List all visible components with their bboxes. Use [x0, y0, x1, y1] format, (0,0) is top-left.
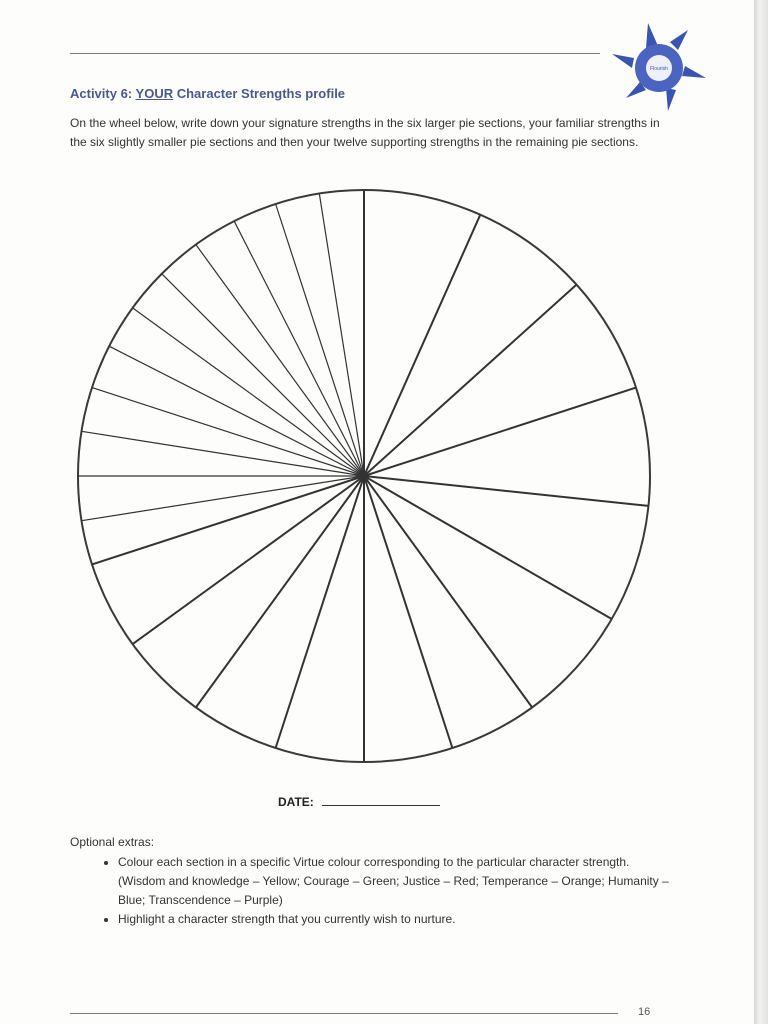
activity-heading [70, 86, 345, 101]
wheel-spoke [319, 194, 364, 477]
wheel-spoke [162, 274, 364, 476]
wheel-spoke [234, 221, 364, 476]
wheel-spoke [109, 346, 364, 476]
flourish-logo [608, 18, 708, 113]
date-field [278, 794, 440, 809]
logo-text: Flourish [650, 66, 668, 72]
wheel-spoke [92, 388, 364, 476]
date-blank-line[interactable] [322, 794, 440, 806]
logo-petal [670, 30, 688, 50]
wheel-spoke [82, 476, 365, 521]
instructions-text: On the wheel below, write down your signature strengths in the six larger pie sections, your familiar strengths in the six slightly smaller pie sections and then your twelve supporting strengths in the remaining pie sections. [70, 116, 660, 149]
wheel-spoke [364, 476, 452, 748]
page-edge [754, 0, 768, 1024]
wheel-spoke [276, 476, 364, 748]
activity-your: YOUR [135, 86, 174, 101]
wheel-spoke [364, 285, 577, 476]
wheel-spoke [82, 431, 365, 476]
wheel-spoke [92, 476, 364, 564]
footer-rule [70, 1013, 618, 1014]
page-number: 16 [638, 1006, 651, 1018]
logo-petal [682, 66, 706, 78]
date-label: DATE: [278, 795, 314, 809]
wheel-spoke [133, 308, 364, 476]
extras-title: Optional extras: [70, 835, 155, 849]
activity-title: Character Strengths profile [176, 86, 346, 101]
header-rule [70, 53, 600, 54]
wheel-spoke [364, 215, 480, 476]
activity-label: Activity 6: [70, 86, 133, 101]
extras-list [92, 853, 678, 929]
strengths-wheel [74, 186, 654, 766]
wheel-spoke [364, 476, 532, 707]
wheel-spoke [196, 476, 364, 707]
wheel-spoke [276, 204, 364, 476]
extras-item: • Colour each section in a specific Virtue colour corresponding to the particular character strength. (Wisdom and knowledge – Yellow; Courage – Green; Justice – Red; Temperance – Orange; Humanity – Blue; Transcendence – Purple) [118, 853, 678, 910]
wheel-spoke [364, 388, 636, 476]
logo-petal [666, 88, 676, 111]
wheel-spoke [133, 476, 364, 644]
wheel-spoke [196, 245, 364, 476]
logo-petal [612, 54, 634, 68]
extras-item: • Highlight a character strength that you currently wish to nurture. [118, 910, 678, 929]
